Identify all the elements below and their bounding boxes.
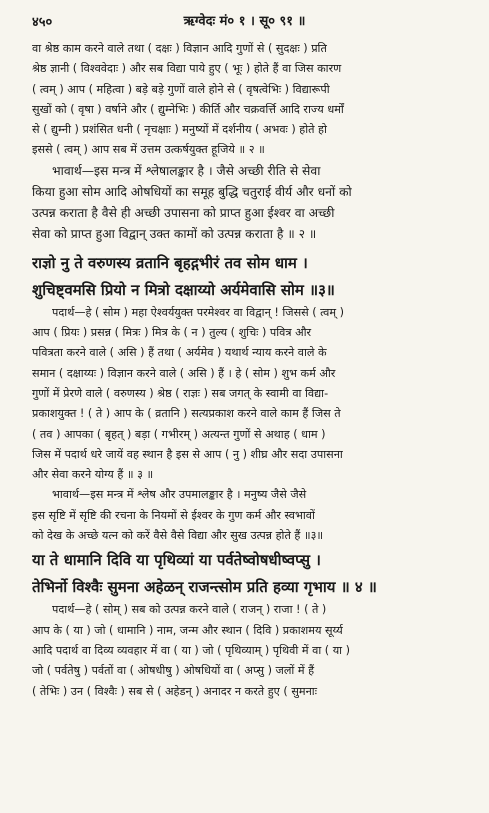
text-line: आप ( प्रियः ) प्रसन्न ( मित्रः ) मित्र के ( न ) तुल्य ( शुचिः ) पवित्र और (32, 326, 312, 340)
bhavartha-2 (32, 162, 460, 244)
text-line: जो ( पर्वतेषु ) पर्वतों वा ( ओषधीषु ) ओषधियों वा ( अप्सु ) जलों में हैं (32, 664, 315, 678)
padartha-4 (32, 601, 460, 700)
mantra-line: तेभिर्नो विश्वैः सुमना अहेळन् राजन्त्सोम प्रति हव्या गृभाय ॥ ४ ॥ (32, 578, 377, 597)
text-line: समान ( दक्षाय्यः ) विज्ञान करने वाले ( असि ) हैं । हे ( सोम ) शुभ कर्म और (32, 366, 336, 380)
text-line: जिस में पदार्थ धरे जायें वह स्थान है इस से आप ( नु ) शीघ्र और सदा उपासना (32, 447, 343, 461)
mantra-3 (32, 250, 460, 304)
text-line: सेवा को प्राप्त हुआ विद्वान् उक्त कामों को उत्पन्न कराता है ॥ २ ॥ (32, 226, 317, 241)
padartha-3 (32, 304, 460, 485)
text-line: आदि पदार्थ वा दिव्य व्यवहार में वा ( या ) जो ( पृथिव्याम् ) पृथिवी में वा ( या ) (32, 643, 350, 657)
text-line: ( तव ) आपका ( बृहत् ) बड़ा ( गभीरम् ) अत्यन्त गुणों से अथाह ( धाम ) (32, 427, 326, 441)
mantra-4 (32, 547, 460, 601)
text-line: वा श्रेष्ठ काम करने वाले तथा ( दक्षः ) विज्ञान आदि गुणों से ( सुदक्षः ) प्रति (32, 42, 327, 55)
text-line: पवित्रता करने वाले ( असि ) हैं तथा ( अर्यमेव ) यथार्थ न्याय करने वाले के (32, 346, 327, 360)
text-line: पदार्थ—हे ( सोम ) महा ऐश्वर्ययुक्त परमेश्वर वा विद्वान् ! जिससे ( त्वम् ) (52, 305, 344, 319)
text-line: आप के ( या ) जो ( धामानि ) नाम, जन्म और स्थान ( दिवि ) प्रकाशमय सूर्य्य (32, 623, 343, 637)
text-line: को देख के अच्छे यत्न को करें वैसे वैसे विद्या और सुख उत्पन्न होते हैं ॥३॥ (32, 529, 324, 543)
mantra-line: राज्ञो नु ते वरुणस्य व्रतानि बृहद्गभीरं तव सोम धाम । (32, 253, 308, 272)
text-line: गुणों में प्रेरणे वाले ( वरुणस्य ) श्रेष्ठ ( राज्ञः ) सब जगत् के स्वामी वा विद्या- (32, 386, 329, 400)
text-line: उत्पन्न कराता है वैसे ही अच्छी उपासना को प्राप्त हुआ ईश्वर वा अच्छी (32, 205, 335, 220)
bhavartha-3 (32, 486, 460, 545)
text-line: इस सृष्टि में सृष्टि की रचना के नियमों से ईश्वर के गुण कर्म और स्वभावों (32, 508, 315, 522)
text-line: ( तेभिः ) उन ( विश्वैः ) सब से ( अहेडन् ) अनादर न करते हुए ( सुमनाः (32, 684, 317, 698)
text-line: किया हुआ सोम आदि ओषधियों का समूह बुद्धि चतुराई वीर्य और धनों को (32, 184, 352, 199)
text-line: सुखों को ( वृषा ) वर्षाने और ( द्युम्नेभिः ) कीर्ति और चक्रवर्त्ति आदि राज्य धर्मों (32, 102, 344, 116)
page-body (32, 40, 460, 703)
text-line: इससे ( त्वम् ) आप सब में उत्तम उत्कर्षयुक्त हूजिये ॥ २ ॥ (32, 143, 265, 157)
text-line: से ( द्युम्नी ) प्रशंसित धनी ( नृचक्षाः ) मनुष्यों में दर्शनीय ( अभवः ) होते हो (32, 123, 327, 137)
text-line: और सेवा करने योग्य हैं ॥ ३ ॥ (32, 468, 154, 482)
text-line: प्रकाशयुक्त ! ( ते ) आप के ( व्रतानि ) सत्यप्रकाश करने वाले काम हैं जिस ते (32, 407, 341, 421)
text-line: ( त्वम् ) आप ( महित्वा ) बड़े बड़े गुणों वाले होने से ( वृषत्वेभिः ) विद्यारूपी (32, 82, 330, 96)
text-line: पदार्थ—हे ( सोम् ) सब को उत्पन्न करने वाले ( राजन् ) राजा ! ( ते ) (52, 603, 327, 617)
text-line: भावार्थ—इस मन्त्र में श्लेष और उपमालङ्कार है । मनुष्य जैसे जैसे (52, 488, 307, 502)
text-line: भावार्थ—इस मन्त्र में श्लेषालङ्कार है । जैसे अच्छी रीति से सेवा (52, 163, 321, 178)
text-line: श्रेष्ठ ज्ञानी ( विश्ववेदाः ) और सब विद्या पाये हुए ( भूः ) होते हैं वा जिस कारण (32, 62, 342, 76)
mantra-line: या ते धामानि दिवि या पृथिव्यां या पर्वतेष्वोषधीष्वप्सु । (32, 551, 321, 570)
running-title: ऋग्वेदः मं० १ । सू० ९१ ॥ (183, 14, 306, 29)
page-header (0, 10, 489, 32)
commentary-continued (32, 40, 460, 160)
mantra-line: शुचिष्ट्वमसि प्रियो न मित्रो दक्षाय्यो अर्यमेवासि सोम ॥३॥ (32, 280, 335, 299)
page-number: ४५० (32, 15, 53, 30)
